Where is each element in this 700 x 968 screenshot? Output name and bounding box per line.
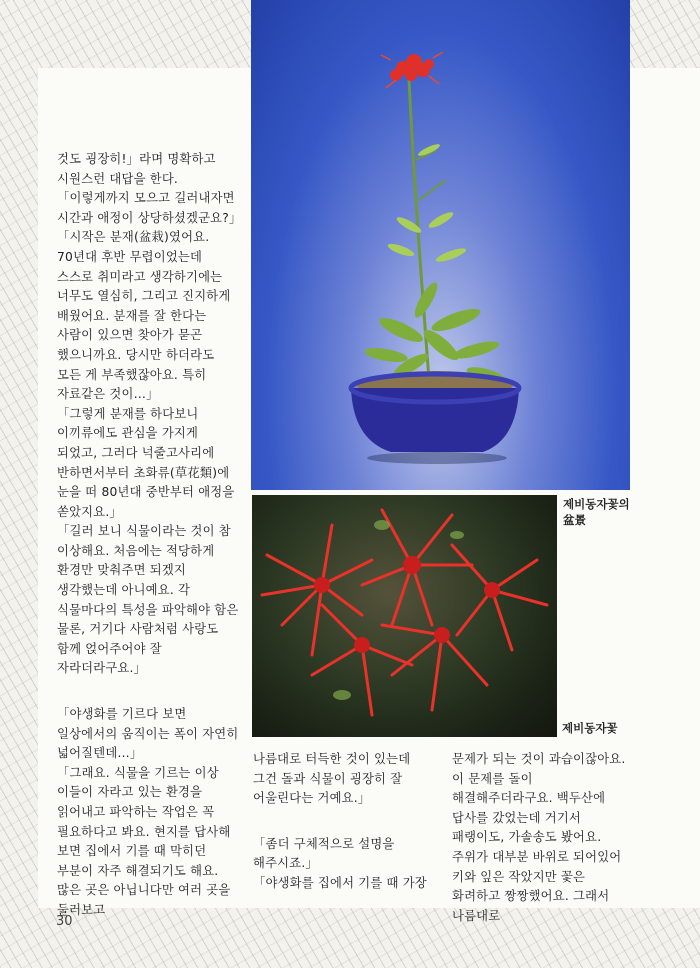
paragraph: 문제가 되는 것이 과습이잖아요. 이 문제를 돌이 해결해주더라구요. 백두산에 답사를 갔었는데 거기서 패랭이도, 가솔송도 봤어요. 주위가 대부분 바위로 되어있어 키와 잎은 작았지만 꽃은 화려하고 짱짱했어요. 그래서 나름대로 [452,752,626,923]
text-column-2 [253,750,435,894]
text-column-1 [57,150,242,921]
paragraph: 나름대로 터득한 것이 있는데 그건 돌과 식물이 굉장히 잘 어울린다는 거예요.」 [253,752,411,806]
page-number: 30 [56,914,73,929]
paragraph: 「길러 보니 식물이라는 것이 참 이상해요. 처음에는 적당하게 환경만 맞춰주면 되겠지 생각했는데 아니예요. 각 식물마다의 특성을 파악해야 함은 물론, 거기다 사람처럼 사랑도 함께 얹어주어야 잘 자라더라구요.」 [57,524,239,676]
red-flower-photo [252,495,557,737]
bonsai-pot-photo [251,0,630,490]
caption-top: 제비동자꽃의 盆景 [563,497,630,527]
paragraph: 「야생화를 집에서 기를 때 가장 [253,875,427,890]
paragraph: 「좀더 구체적으로 설명을 해주시죠.」 [253,836,395,871]
text-column-3 [452,750,634,926]
paragraph: 「이렇게까지 모으고 길러내자면 시간과 애정이 상당하셨겠군요?」 [57,191,242,225]
caption-bottom: 제비동자꽃 [562,721,618,735]
paragraph: 「시작은 분재(盆栽)였어요. 70년대 후반 무렵이었는데 스스로 취미라고 생각하기에는 너무도 열심히, 그리고 진지하게 배웠어요. 분재를 잘 한다는 사람이 있으면 찾아가 묻곤 했으니까요. 당시만 하더라도 모든 게 부족했잖아요. 특히 자료같은 것이…」 [57,230,231,402]
paragraph: 「야생화를 기르다 보면 일상에서의 움직이는 폭이 자연히 넓어질텐데…」 [57,707,239,761]
paragraph: 것도 굉장히!」라며 명확하고 시원스런 대답을 한다. [57,152,216,186]
paragraph: 「그래요. 식물을 기르는 이상 이들이 자라고 있는 환경을 읽어내고 파악하는 작업은 꼭 필요하다고 봐요. 현지를 답사해 보면 집에서 기를 때 막히던 부분이 자주 해결되기도 해요. 많은 곳은 아닙니다만 여러 곳을 둘러보고 [57,765,231,917]
paragraph: 「그렇게 분재를 하다보니 이끼류에도 관심을 가지게 되었고, 그러다 넉줄고사리에 반하면서부터 초화류(草花類)에 눈을 떠 80년대 중반부터 애정을 쏟았지요.」 [57,406,235,519]
